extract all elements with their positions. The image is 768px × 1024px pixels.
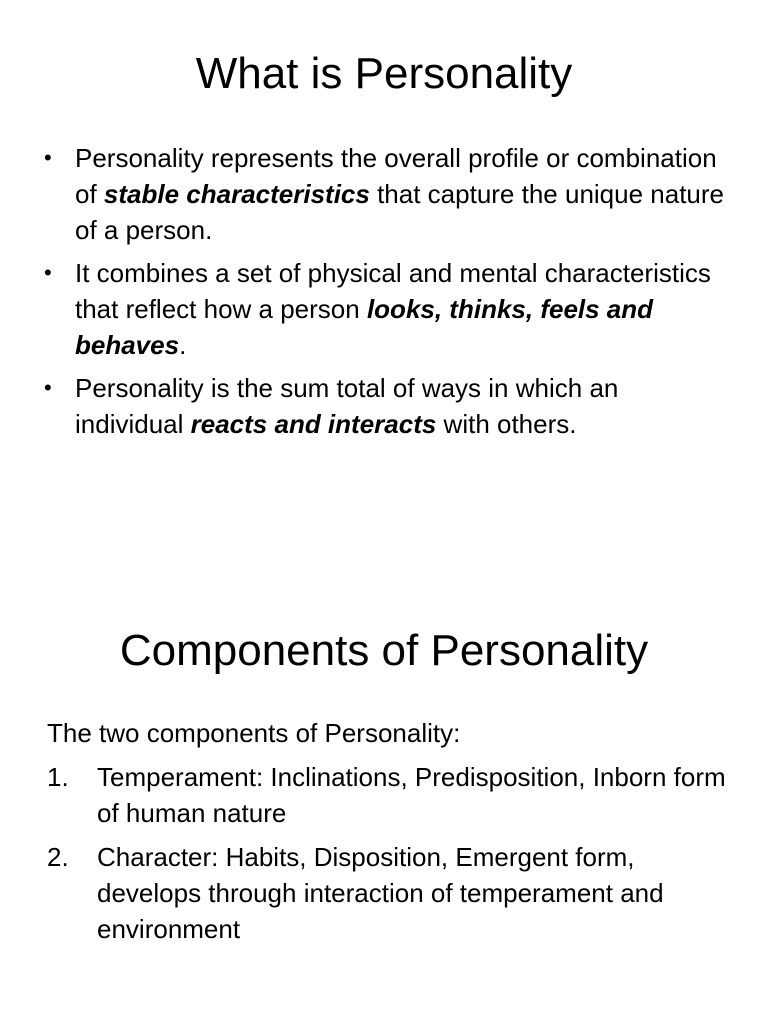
- emphasized-text: looks, thinks, feels and behaves: [75, 294, 654, 360]
- item-number: 2.: [47, 842, 69, 872]
- bullet-text: that capture the unique nature of a person.: [75, 179, 725, 245]
- bullet-item: [0, 370, 768, 442]
- item-text: Character: Habits, Disposition, Emergent form, develops through interaction of temperament and environment: [97, 842, 664, 944]
- bullet-item: [0, 255, 768, 363]
- intro-text: The two components of Personality:: [47, 718, 461, 748]
- bullet-marker: •: [44, 375, 52, 400]
- emphasized-text: reacts and interacts: [190, 409, 437, 439]
- bullet-list: [0, 140, 768, 449]
- bullet-text: Personality is the sum total of ways in which an individual: [75, 373, 619, 439]
- bullet-text: with others.: [436, 409, 577, 439]
- bullet-marker: •: [44, 260, 52, 285]
- emphasized-text: stable characteristics: [103, 179, 370, 209]
- slide-title: Components of Personality: [119, 626, 649, 675]
- bullet-text: It combines a set of physical and mental characteristics that reflect how a person: [75, 258, 711, 324]
- numbered-list: [0, 759, 768, 955]
- bullet-text: Personality represents the overall profile or combination of: [75, 143, 717, 209]
- item-number: 1.: [47, 762, 69, 792]
- bullet-marker: •: [44, 145, 52, 170]
- bullet-text: .: [179, 330, 187, 360]
- list-item: [0, 759, 768, 831]
- bullet-item: [0, 140, 768, 248]
- item-text: Temperament: Inclinations, Predisposition, Inborn form of human nature: [97, 762, 726, 828]
- slide-title: What is Personality: [195, 49, 573, 98]
- slide-components-of-personality: [0, 512, 768, 1024]
- list-item: [0, 839, 768, 947]
